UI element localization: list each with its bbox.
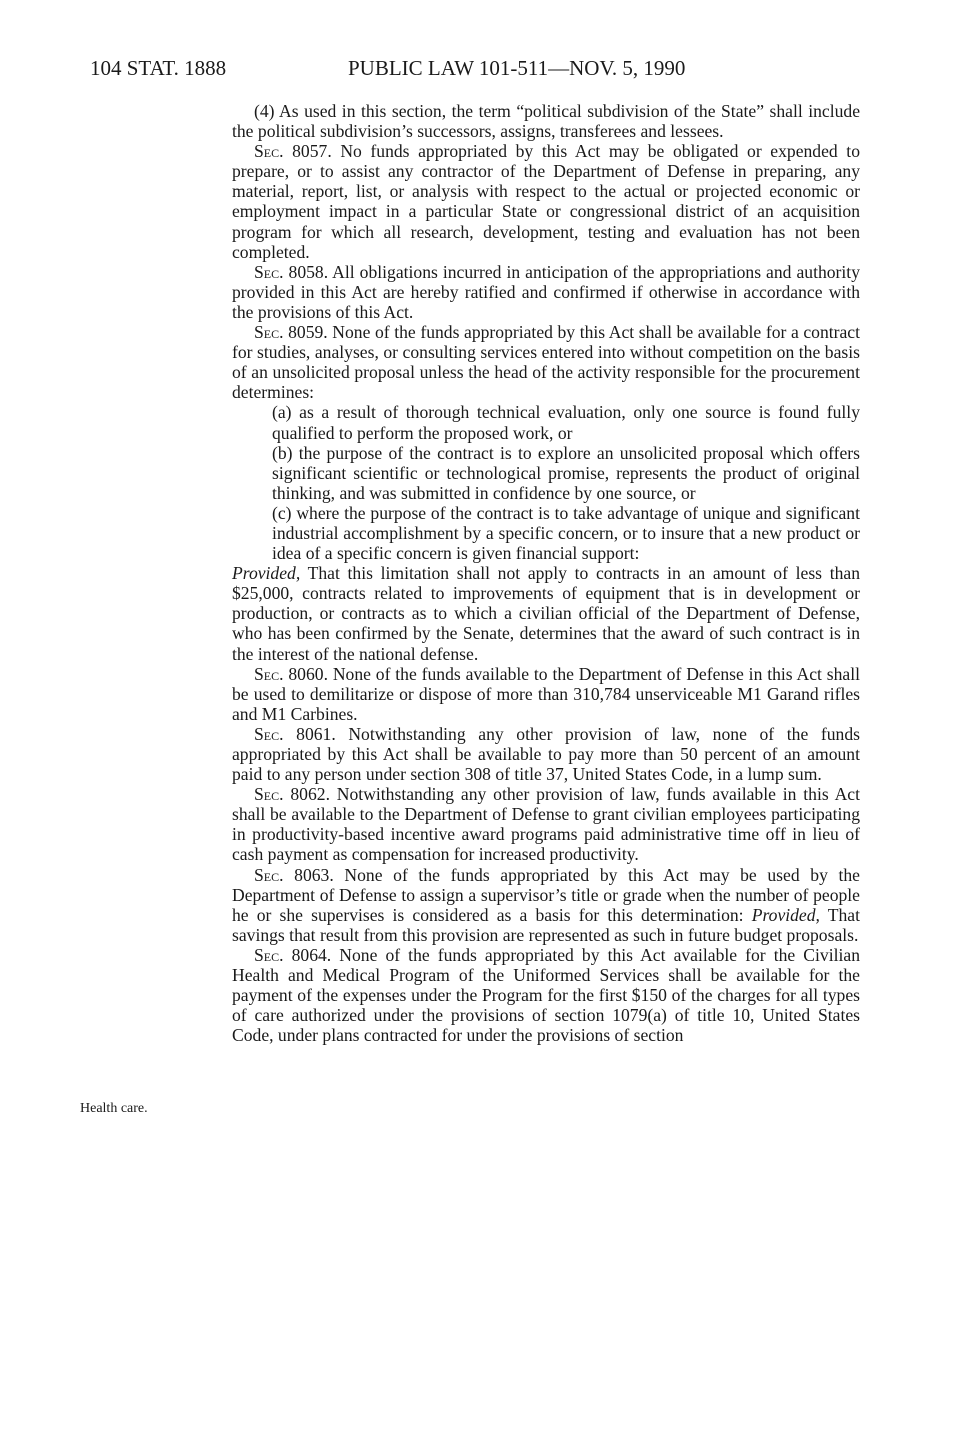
section-text: 8063. None of the funds appropriated by this Act may be used by the Department of Defense to assign a supervisor’s title or grade when the number of people he or she supervises is considered as a basis for this determination: <box>232 864 860 925</box>
section-text: 8058. All obligations incurred in anticipation of the appropriations and authority provided in this Act are hereby ratified and confirmed if otherwise in accordance with the provisions of this Act. <box>232 261 860 322</box>
section-label: Sec. <box>254 723 284 744</box>
section-text: 8059. None of the funds appropriated by this Act shall be available for a contract for studies, analyses, or consulting services entered into without competition on the basis of an unsolicited proposal unless the head of the activity responsible for the procurement determines: <box>232 322 860 403</box>
page-body <box>232 101 860 1045</box>
section-text: 8064. None of the funds appropriated by this Act available for the Civilian Health and Medical Program of the Uniformed Services shall be available for the payment of the expenses under the Program for the first $150 of the charges for all types of care authorized under the provisions of section 1079(a) of title 10, United States Code, under plans contracted for under the provisions of section <box>232 944 860 1046</box>
section-8062 <box>232 784 860 864</box>
section-8061 <box>232 724 860 784</box>
clause-a: (a) as a result of thorough technical evaluation, only one source is found fully qualified to perform the proposed work, or <box>272 402 860 443</box>
proviso <box>232 563 860 663</box>
section-label: Sec. <box>254 944 284 965</box>
section-label: Sec. <box>254 322 284 343</box>
section-text: 8061. Notwithstanding any other provision of law, none of the funds appropriated by this Act shall be available to pay more than 50 percent of an amount paid to any person under section 308 of title 37, United States Code, in a lump sum. <box>232 723 860 785</box>
section-text-continued: That savings that result from this provision are represented as such in future budget proposals. <box>232 904 861 945</box>
statute-reference: 104 STAT. 1888 <box>90 56 227 80</box>
section-label: Sec. <box>254 864 284 885</box>
margin-note: Health care. <box>80 1101 148 1116</box>
proviso-label: Provided, <box>751 904 820 925</box>
section-8064 <box>232 945 860 1045</box>
section-text: 8060. None of the funds available to the Department of Defense in this Act shall be used to demilitarize or dispose of more than 310,784 unserviceable M1 Garand rifles and M1 Carbines. <box>232 663 860 724</box>
proviso-text: That this limitation shall not apply to contracts in an amount of less than $25,000, contracts related to improvements of equipment that is in development or production, or contracts as to which a civilian official of the Department of Defense, who has been confirmed by the Senate, determines that the award of such contract is in the interest of the national defense. <box>232 563 860 664</box>
clause-c: (c) where the purpose of the contract is to take advantage of unique and significant industrial accomplishment by a specific concern, or to insure that a new product or idea of a specific concern is given financial support: <box>272 502 860 564</box>
section-label: Sec. <box>254 784 284 805</box>
law-title: PUBLIC LAW 101-511—NOV. 5, 1990 <box>348 56 686 80</box>
proviso-label: Provided, <box>232 563 301 584</box>
clause-b: (b) the purpose of the contract is to explore an unsolicited proposal which offers significant scientific or technological promise, represents the product of original thinking, and was submitted in confidence by one source, or <box>272 442 860 503</box>
section-8057 <box>232 141 860 262</box>
paragraph-subsection-4: (4) As used in this section, the term “political subdivision of the State” shall include the political subdivision’s successors, assigns, transferees and lessees. <box>232 101 860 142</box>
section-8058 <box>232 262 860 322</box>
section-label: Sec. <box>254 141 284 162</box>
section-8059 <box>232 322 860 402</box>
section-8060 <box>232 664 860 724</box>
section-label: Sec. <box>254 663 284 684</box>
section-label: Sec. <box>254 261 284 282</box>
section-text: 8062. Notwithstanding any other provision of law, funds available in this Act shall be available to the Department of Defense to grant civilian employees participating in productivity-based incentive award programs paid administrative time off in lieu of cash payment as compensation for increased productivity. <box>232 784 860 865</box>
section-text: 8057. No funds appropriated by this Act may be obligated or expended to prepare, or to assist any contractor of the Department of Defense in preparing, any material, report, list, or analysis with respect to the actual or projected economic or employment impact in a particular State or congressional district of an acquisition program for which all research, development, testing and evaluation has not been completed. <box>232 141 860 262</box>
section-8063 <box>232 865 860 945</box>
page-header <box>0 56 963 84</box>
